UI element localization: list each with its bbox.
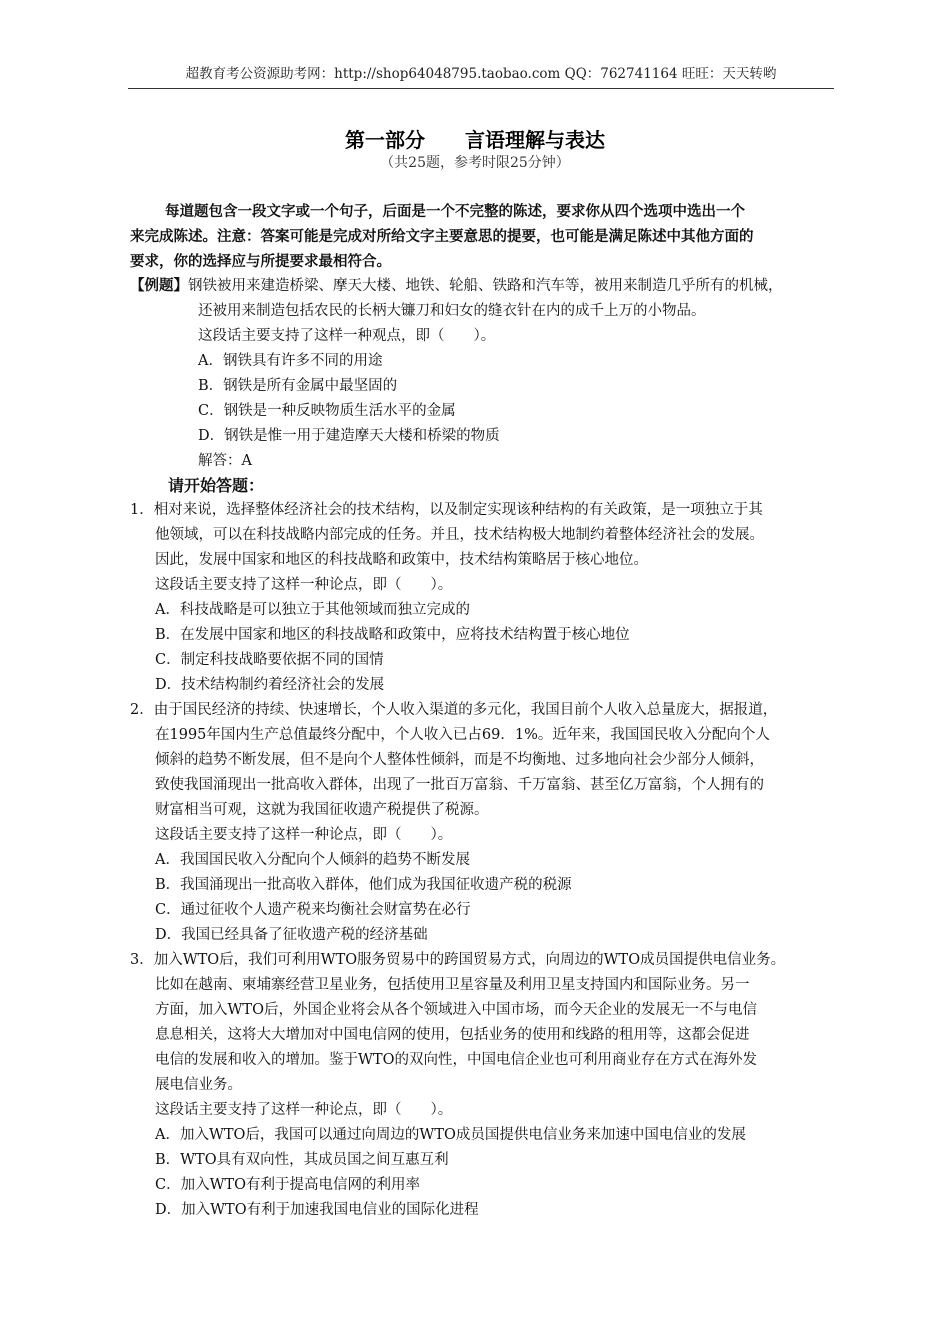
question-1-option: B．在发展中国家和地区的科技战略和政策中，应将技术结构置于核心地位 (155, 627, 630, 643)
instruction-line: 每道题包含一段文字或一个句子，后面是一个不完整的陈述，要求你从四个选项中选出一个 (165, 204, 745, 220)
example-line: 还被用来制造包括农民的长柄大镰刀和妇女的缝衣针在内的成千上万的小物品。 (198, 303, 706, 319)
instruction-line: 要求，你的选择应与所提要求最相符合。 (130, 254, 391, 270)
example-tag: 【例题】 (130, 278, 188, 294)
question-1-line: 1．相对来说，选择整体经济社会的技术结构，以及制定实现该种结构的有关政策，是一项独立于其 (130, 502, 763, 518)
question-2-option: B．我国涌现出一批高收入群体，他们成为我国征收遗产税的税源 (155, 877, 572, 893)
question-3-line: 息息相关，这将大大增加对中国电信网的使用，包括业务的使用和线路的租用等，这都会促进 (155, 1027, 750, 1043)
example-prompt: 这段话主要支持了这样一种观点，即（ ）。 (198, 328, 496, 344)
instruction-line: 来完成陈述。注意：答案可能是完成对所给文字主要意思的提要，也可能是满足陈述中其他方面的 (130, 229, 754, 245)
example-option: C．钢铁是一种反映物质生活水平的金属 (198, 403, 456, 419)
question-1-option: D．技术结构制约着经济社会的发展 (155, 677, 385, 693)
question-3-line: 3．加入WTO后，我们可利用WTO服务贸易中的跨国贸易方式，向周边的WTO成员国提供电信业务。 (130, 952, 786, 968)
question-2-option: A．我国国民收入分配向个人倾斜的趋势不断发展 (155, 852, 470, 868)
question-3-line: 展电信业务。 (155, 1077, 242, 1093)
question-3-option: C．加入WTO有利于提高电信网的利用率 (155, 1177, 421, 1193)
question-3-option: D．加入WTO有利于加速我国电信业的国际化进程 (155, 1202, 479, 1218)
question-2-line: 2．由于国民经济的持续、快速增长，个人收入渠道的多元化，我国目前个人收入总量庞大，据报道， (130, 702, 778, 718)
question-2-option: C．通过征收个人遗产税来均衡社会财富势在必行 (155, 902, 471, 918)
example-answer: 解答：A (198, 453, 252, 469)
example-text: 钢铁被用来建造桥梁、摩天大楼、地铁、轮船、铁路和汽车等，被用来制造几乎所有的机械， (188, 278, 783, 294)
section-subtitle: （共25题，参考时限25分钟） (380, 155, 570, 171)
question-3-prompt: 这段话主要支持了这样一种论点，即（ ）。 (155, 1102, 453, 1118)
question-1-prompt: 这段话主要支持了这样一种论点，即（ ）。 (155, 577, 453, 593)
question-2-line: 倾斜的趋势不断发展，但不是向个人整体性倾斜，而是不均衡地、过多地向社会少部分人倾斜， (155, 752, 764, 768)
question-1-line: 他领域，可以在科技战略内部完成的任务。并且，技术结构极大地制约着整体经济社会的发展。 (155, 527, 764, 543)
question-3-line: 电信的发展和收入的增加。鉴于WTO的双向性，中国电信企业也可利用商业存在方式在海外发 (155, 1052, 757, 1068)
example-option: D．钢铁是惟一用于建造摩天大楼和桥梁的物质 (198, 428, 500, 444)
question-3-line: 比如在越南、柬埔寨经营卫星业务，包括使用卫星容量及利用卫星支持国内和国际业务。另一 (155, 977, 750, 993)
question-2-line: 致使我国涌现出一批高收入群体，出现了一批百万富翁、千万富翁、甚至亿万富翁，个人拥有的 (155, 777, 764, 793)
question-2-line: 在1995年国内生产总值最终分配中，个人收入已占69．1%。近年来，我国国民收入分配向个人 (155, 727, 770, 743)
question-3-line: 方面，加入WTO后，外国企业将会从各个领域进入中国市场，而今天企业的发展无一不与电信 (155, 1002, 757, 1018)
question-1-line: 因此，发展中国家和地区的科技战略和政策中，技术结构策略居于核心地位。 (155, 552, 648, 568)
start-label: 请开始答题： (168, 476, 265, 495)
question-3-option: B．WTO具有双向性，其成员国之间互惠互利 (155, 1152, 449, 1168)
question-2-prompt: 这段话主要支持了这样一种论点，即（ ）。 (155, 827, 453, 843)
question-1-option: A．科技战略是可以独立于其他领域而独立完成的 (155, 602, 470, 618)
question-1-option: C．制定科技战略要依据不同的国情 (155, 652, 384, 668)
section-title: 第一部分 言语理解与表达 (345, 128, 605, 152)
example-option: B．钢铁是所有金属中最坚固的 (198, 378, 398, 394)
example-first-line (130, 276, 783, 296)
question-2-line: 财富相当可观，这就为我国征收遗产税提供了税源。 (155, 802, 489, 818)
question-3-option: A．加入WTO后，我国可以通过向周边的WTO成员国提供电信业务来加速中国电信业的发展 (155, 1127, 746, 1143)
question-2-option: D．我国已经具备了征收遗产税的经济基础 (155, 927, 428, 943)
example-option: A．钢铁具有许多不同的用途 (198, 353, 383, 369)
page-header: 超教育考公资源助考网：http://shop64048795.taobao.com QQ：762741164 旺旺：天天转哟 (128, 62, 834, 89)
